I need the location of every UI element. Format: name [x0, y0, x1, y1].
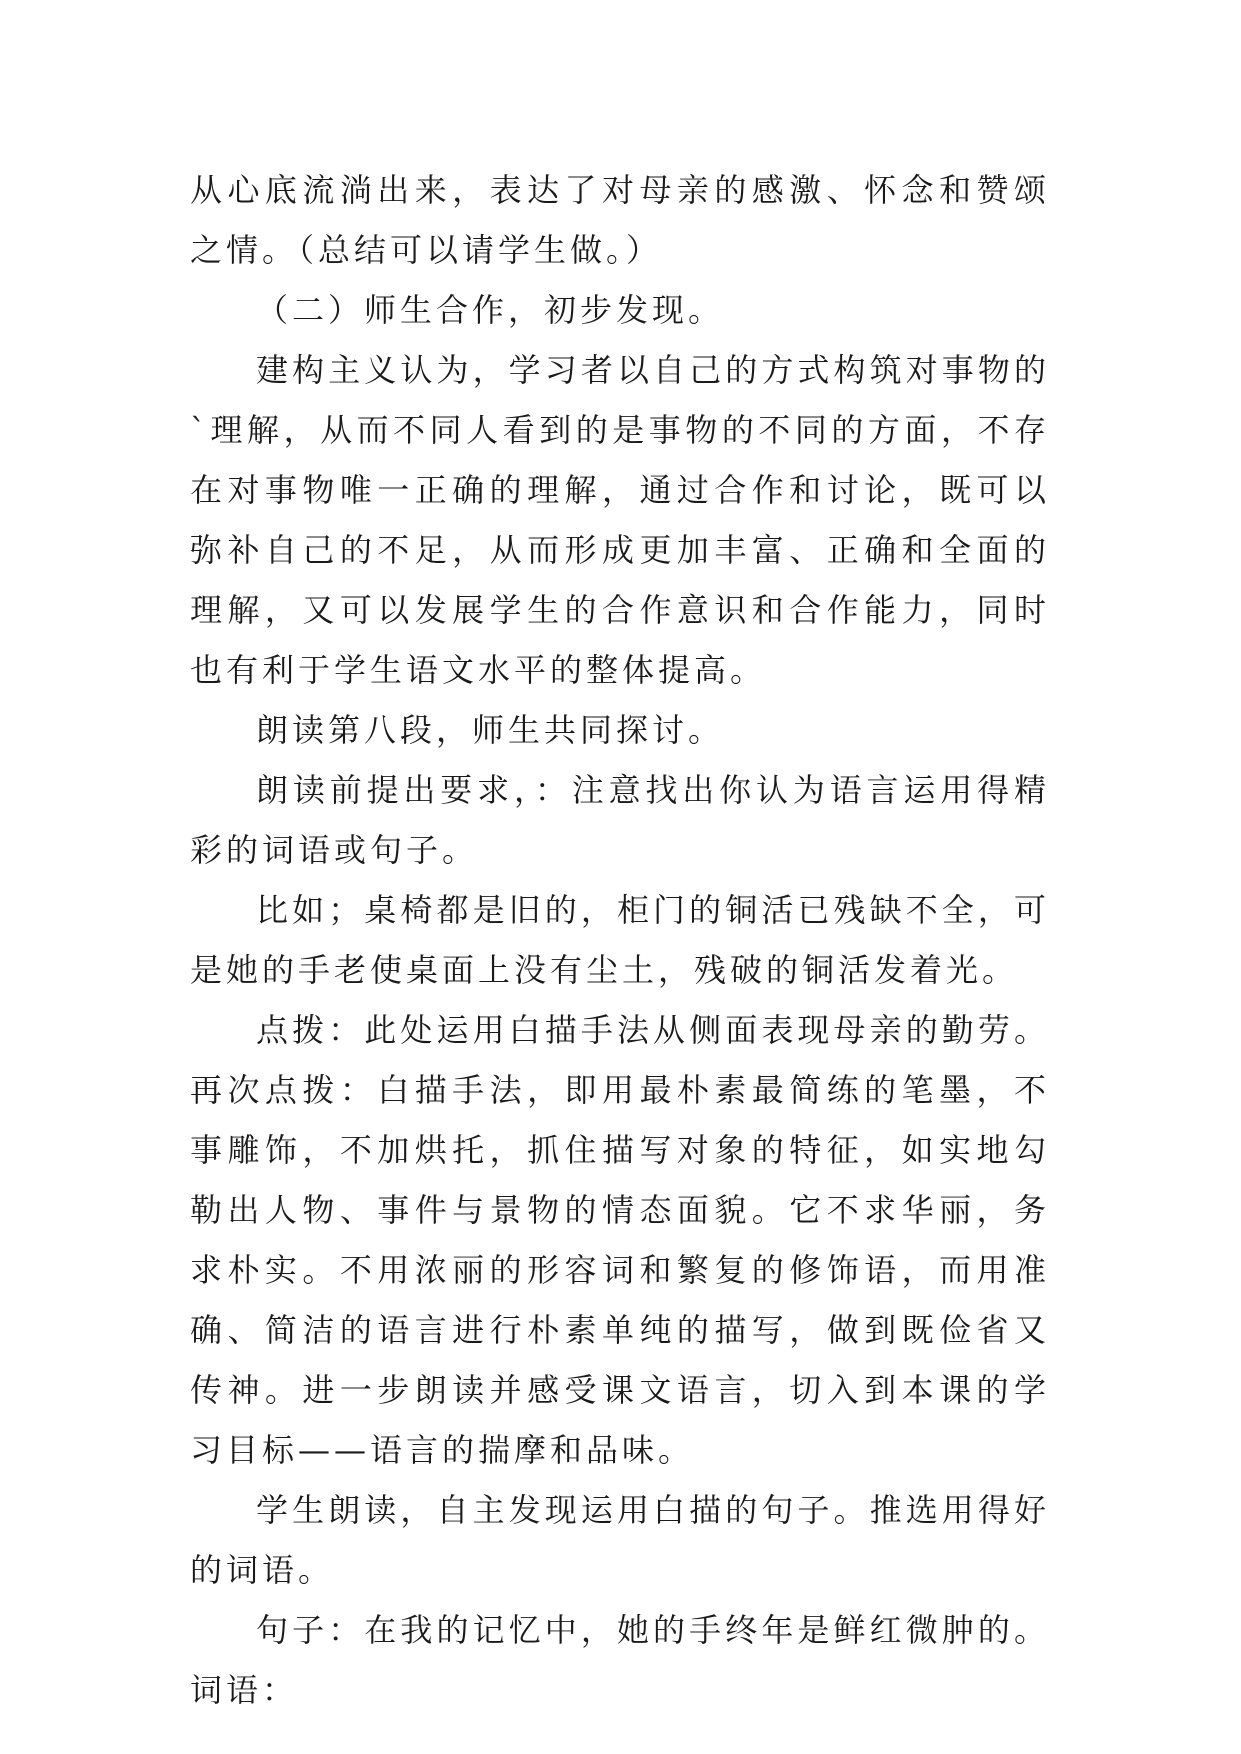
- paragraph-continuation: 从心底流淌出来，表达了对母亲的感激、怀念和赞颂之情。（总结可以请学生做。）: [190, 171, 1050, 269]
- paragraph: 建构主义认为，学习者以自己的方式构筑对事物的`理解，从而不同人看到的是事物的不同的方面，不存在对事物唯一正确的理解，通过合作和讨论，既可以弥补自己的不足，从而形成更加丰富、正确和全面的理解，又可以发展学生的合作意识和合作能力，同时也有利于学生语文水平的整体提高。: [190, 351, 1050, 689]
- paragraph: 比如；桌椅都是旧的，柜门的铜活已残缺不全，可是她的手老使桌面上没有尘土，残破的铜活发着光。: [190, 891, 1050, 989]
- paragraph: 朗读第八段，师生共同探讨。: [256, 711, 725, 749]
- paragraph: 朗读前提出要求，：注意找出你认为语言运用得精彩的词语或句子。: [190, 771, 1050, 869]
- document-page: [190, 160, 1050, 1720]
- paragraph: 句子：在我的记忆中，她的手终年是鲜红微肿的。词语：: [190, 1611, 1050, 1709]
- paragraph: 学生朗读，自主发现运用白描的句子。推选用得好的词语。: [190, 1491, 1050, 1589]
- section-heading: （二）师生合作，初步发现。: [256, 291, 725, 329]
- paragraph: 点拨：此处运用白描手法从侧面表现母亲的勤劳。再次点拨：白描手法，即用最朴素最简练的笔墨，不事雕饰，不加烘托，抓住描写对象的特征，如实地勾勒出人物、事件与景物的情态面貌。它不求华丽，务求朴实。不用浓丽的形容词和繁复的修饰语，而用准确、简洁的语言进行朴素单纯的描写，做到既俭省又传神。进一步朗读并感受课文语言，切入到本课的学习目标——语言的揣摩和品味。: [190, 1011, 1050, 1469]
